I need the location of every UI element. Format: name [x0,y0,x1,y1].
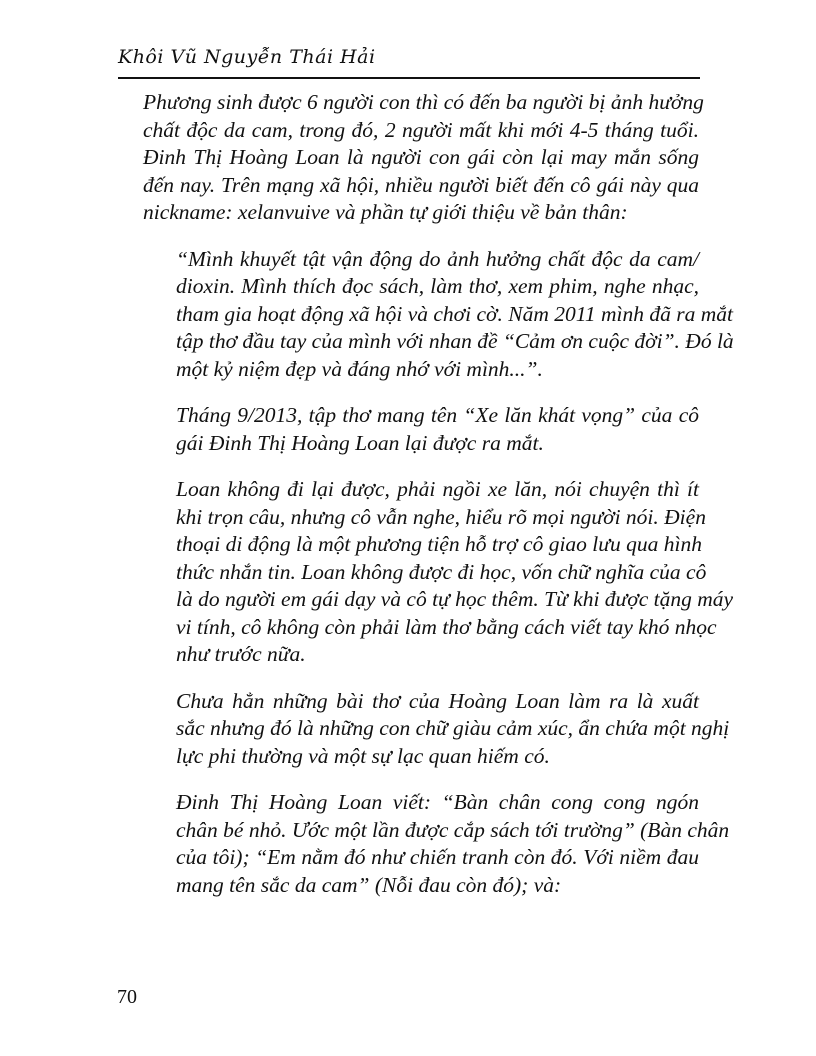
text-line: đến nay. Trên mạng xã hội, nhiều người biết đến cô gái này qua [143,172,699,197]
text-line: Chưa hẳn những bài thơ của Hoàng Loan làm ra là xuất [176,688,699,713]
text-line: vi tính, cô không còn phải làm thơ bằng cách viết tay khó nhọc [176,614,717,639]
text-line: là do người em gái dạy và cô tự học thêm. Từ khi được tặng máy [176,587,734,611]
page-number: 70 [117,986,137,1008]
paragraph [143,688,730,771]
running-header-title: Khôi Vũ Nguyễn Thái Hải [118,46,376,68]
paragraph [143,402,699,457]
text-line: thoại di động là một phương tiện hỗ trợ cô giao lưu qua hình [176,532,702,556]
text-line: Đinh Thị Hoàng Loan là người con gái còn lại may mắn sống [143,145,699,169]
body-text [143,89,734,899]
paragraph [143,789,730,899]
text-line: sắc nhưng đó là những con chữ giàu cảm xúc, ẩn chứa một nghị [176,716,730,740]
text-line: một kỷ niệm đẹp và đáng nhớ với mình...”. [176,356,543,381]
text-line: mang tên sắc da cam” (Nỗi đau còn đó); và: [176,872,562,897]
text-line: gái Đinh Thị Hoàng Loan lại được ra mắt. [176,430,544,455]
text-line: Loan không đi lại được, phải ngồi xe lăn, nói chuyện thì ít [176,477,699,501]
header-divider [118,77,700,79]
text-line: chân bé nhỏ. Ước một lần được cắp sách tới trường” (Bàn chân [176,817,730,842]
text-line: nickname: xelanvuive và phần tự giới thiệu về bản thân: [143,200,628,224]
text-line: như trước nữa. [176,642,306,666]
paragraph [143,476,734,669]
text-line: lực phi thường và một sự lạc quan hiếm có. [176,743,550,768]
text-line: “Mình khuyết tật vận động do ảnh hưởng chất độc da cam/ [176,246,699,271]
text-line: của tôi); “Em nằm đó như chiến tranh còn đó. Với niềm đau [176,845,699,869]
text-line: khi trọn câu, nhưng cô vẫn nghe, hiểu rõ mọi người nói. Điện [176,504,706,529]
text-line: tập thơ đầu tay của mình với nhan đề “Cảm ơn cuộc đời”. Đó là [176,329,734,353]
paragraph [143,89,704,227]
text-line: thức nhắn tin. Loan không được đi học, vốn chữ nghĩa của cô [176,559,707,584]
text-line: chất độc da cam, trong đó, 2 người mất khi mới 4-5 tháng tuổi. [143,117,699,142]
paragraph [143,246,734,384]
text-line: Đinh Thị Hoàng Loan viết: “Bàn chân cong cong ngón [176,790,699,814]
text-line: dioxin. Mình thích đọc sách, làm thơ, xem phim, nghe nhạc, [176,274,699,298]
text-line: Phương sinh được 6 người con thì có đến ba người bị ảnh hưởng [143,90,704,114]
text-line: Tháng 9/2013, tập thơ mang tên “Xe lăn khát vọng” của cô [176,403,699,427]
text-line: tham gia hoạt động xã hội và chơi cờ. Năm 2011 mình đã ra mắt [176,301,734,326]
